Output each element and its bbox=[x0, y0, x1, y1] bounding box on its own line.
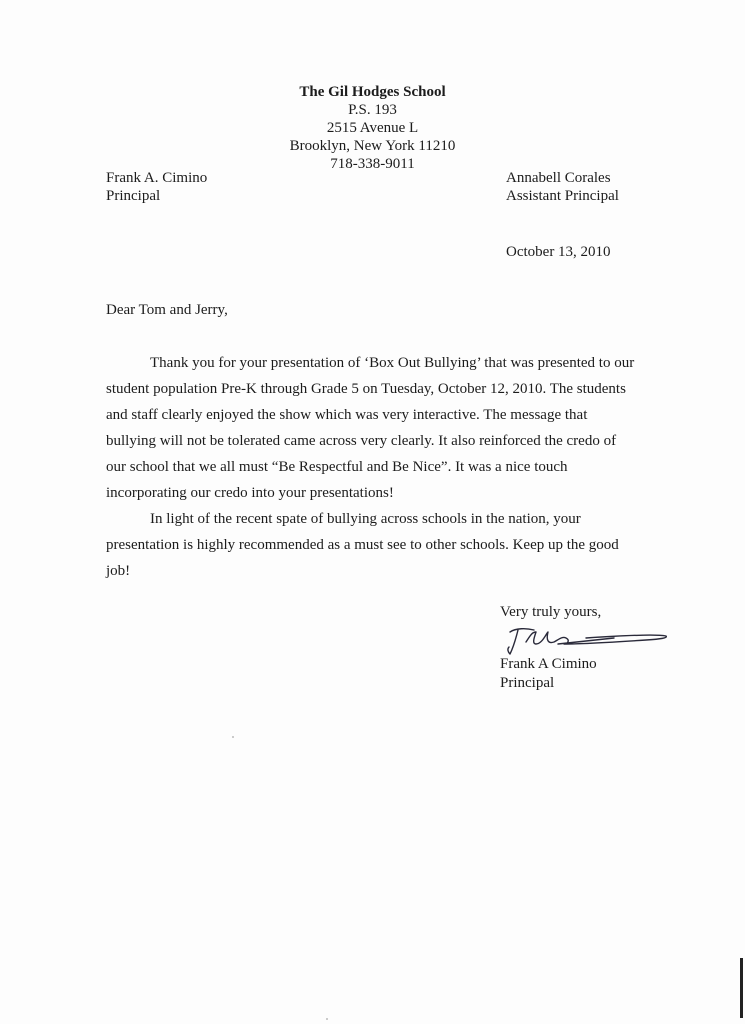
scan-edge-mark bbox=[740, 958, 743, 1018]
assistant-principal-block bbox=[506, 169, 619, 205]
signer-block bbox=[500, 655, 597, 693]
school-name: The Gil Hodges School bbox=[299, 84, 446, 100]
phone-number: 718-338-9011 bbox=[330, 156, 415, 172]
signer-name: Frank A Cimino bbox=[500, 656, 597, 672]
principal-title: Principal bbox=[106, 188, 161, 204]
letter-date: October 13, 2010 bbox=[506, 244, 611, 260]
body-paragraph-1: Thank you for your presentation of ‘Box Out Bullying’ that was presented to our student population Pre-K through Grade 5 on Tuesday, October 12, 2010. The students and staff clearly enjoyed the show which was very interactive. The message that bullying will not be tolerated came across very clearly. It also reinforced the credo of our school that we all must “Be Respectful and Be Nice”. It was a nice touch incorporating our credo into your presentations! bbox=[106, 355, 635, 501]
assistant-principal-title: Assistant Principal bbox=[506, 188, 619, 204]
body-paragraph-2: In light of the recent spate of bullying across schools in the nation, your presentation is highly recommended as a must see to other schools. Keep up the good job! bbox=[106, 511, 619, 579]
principal-name: Frank A. Cimino bbox=[106, 170, 208, 186]
salutation: Dear Tom and Jerry, bbox=[106, 302, 228, 318]
assistant-principal-name: Annabell Corales bbox=[506, 170, 611, 186]
letterhead bbox=[200, 83, 545, 173]
closing: Very truly yours, bbox=[500, 604, 602, 620]
signature-image bbox=[496, 622, 672, 658]
principal-block bbox=[106, 169, 207, 205]
signer-title: Principal bbox=[500, 675, 555, 691]
scan-speck bbox=[232, 736, 234, 738]
city-address: Brooklyn, New York 11210 bbox=[289, 138, 456, 154]
school-number: P.S. 193 bbox=[348, 102, 397, 118]
scan-speck bbox=[326, 1018, 328, 1020]
street-address: 2515 Avenue L bbox=[326, 120, 419, 136]
letter-body bbox=[106, 350, 636, 584]
